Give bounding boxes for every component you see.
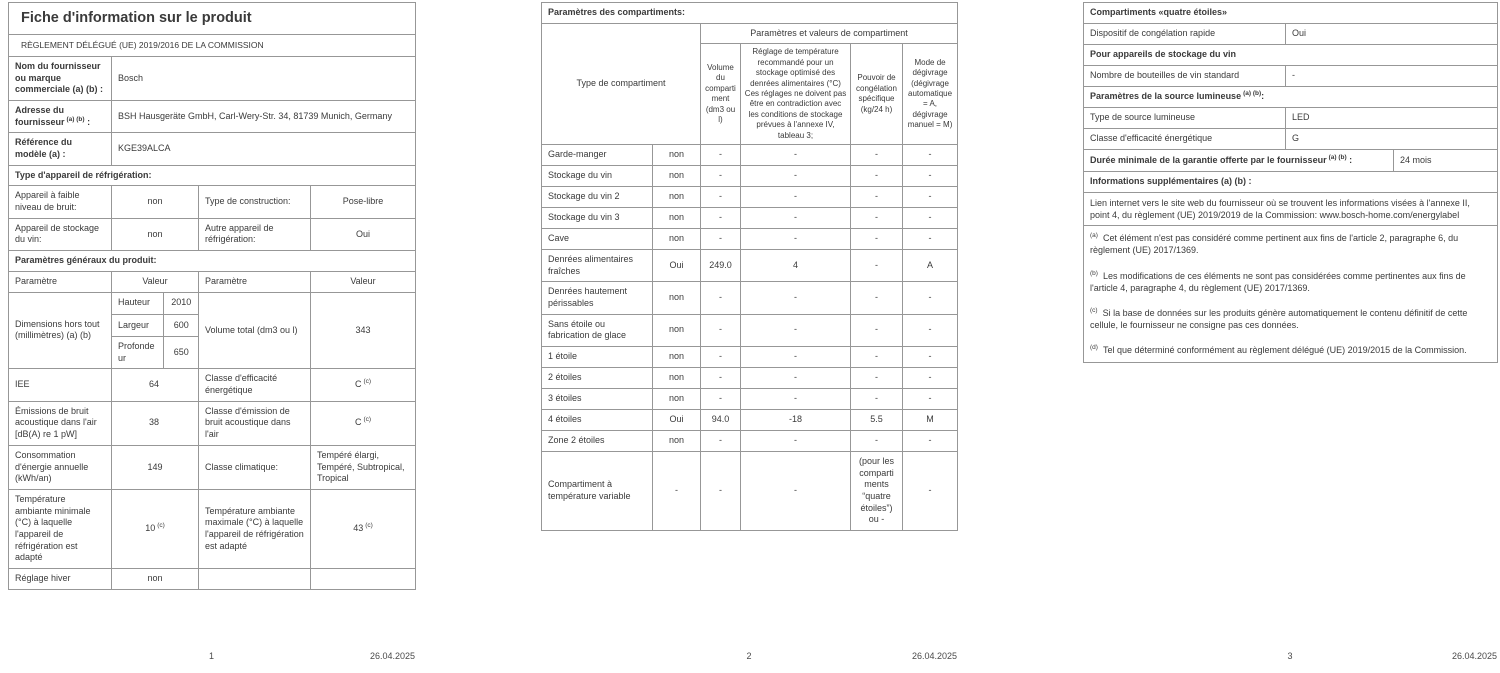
dimensions-subtable [112, 293, 199, 369]
compartment-value-cell: Oui [653, 410, 701, 431]
label-text: Durée minimale de la garantie offerte par le fournisseur [1090, 154, 1327, 165]
light-type-value: LED [1286, 108, 1498, 129]
group-header-row [542, 23, 958, 44]
compartment-row [542, 165, 958, 186]
table-row [1084, 66, 1498, 87]
compartment-value-cell: (pour les compartiments “quatre étoiles”) ou - [851, 452, 903, 531]
compartment-value-cell: - [741, 186, 851, 207]
field-value [311, 401, 416, 445]
warranty-value: 24 mois [1394, 150, 1498, 172]
compartment-value-cell: 94.0 [701, 410, 741, 431]
value-text: C [354, 379, 362, 390]
defrost-mode-column-header: Mode de dégivrage (dégivrage automatique = A, dégivrage manuel = M) [903, 44, 958, 145]
footnote-marker: (a) [1090, 232, 1098, 240]
table-row [9, 401, 416, 445]
table-row [112, 315, 199, 337]
additional-info-header: Informations supplémentaires (a) (b) : [1084, 172, 1498, 193]
supplier-address-label [9, 100, 112, 132]
table-row [1084, 193, 1498, 226]
freezing-capacity-column-header: Pouvoir de congélation spécifique (kg/24 h) [851, 44, 903, 145]
compartment-value-cell: non [653, 282, 701, 314]
field-label: Température ambiante minimale (°C) à laquelle l'appareil de réfrigération est adapté [9, 489, 112, 568]
compartment-type-cell: Denrées hautement périssables [542, 282, 653, 314]
table-row [9, 445, 416, 489]
footnote-marker: (c) [363, 378, 372, 386]
compartment-value-cell: - [741, 368, 851, 389]
dimension-value: 650 [163, 337, 199, 369]
compartment-value-cell: non [653, 144, 701, 165]
field-label: Appareil à faible niveau de bruit: [9, 186, 112, 218]
volume-total-value: 343 [311, 292, 416, 369]
value-text: 43 [353, 523, 364, 534]
compartment-value-cell: - [903, 431, 958, 452]
compartment-value-cell: - [903, 228, 958, 249]
title-row [9, 3, 416, 35]
field-value [112, 489, 199, 568]
compartment-row [542, 431, 958, 452]
additional-info-table [1083, 2, 1498, 363]
field-label: Réglage hiver [9, 569, 112, 590]
compartments-header: Paramètres des compartiments: [542, 3, 958, 24]
compartment-row [542, 207, 958, 228]
compartment-type-cell: Stockage du vin 2 [542, 186, 653, 207]
model-reference-value: KGE39ALCA [112, 133, 416, 165]
footnote [1090, 344, 1491, 356]
dimension-name: Profondeur [112, 337, 163, 369]
value-text: 149 [147, 461, 163, 472]
compartment-value-cell: - [903, 389, 958, 410]
field-label: Autre appareil de réfrigération: [199, 218, 311, 250]
page-3 [1083, 2, 1497, 363]
compartment-value-cell: -18 [741, 410, 851, 431]
table-row [9, 218, 416, 250]
footnote-marker: (a) (b) [66, 115, 85, 123]
compartment-type-cell: Sans étoile ou fabrication de glace [542, 314, 653, 346]
model-reference-label: Référence du modèle (a) : [9, 133, 112, 165]
footnote [1090, 232, 1491, 256]
dimensions-row [9, 292, 416, 369]
wine-storage-header: Pour appareils de stockage du vin [1084, 45, 1498, 66]
column-header: Paramètre [199, 271, 311, 292]
table-row [9, 56, 416, 100]
field-value [311, 489, 416, 568]
field-label: IEE [9, 369, 112, 401]
compartment-value-cell: non [653, 207, 701, 228]
footer-date: 26.04.2025 [369, 651, 415, 661]
footnote-marker: (a) (b) [1328, 153, 1347, 161]
label-text: Paramètres de la source lumineuse [1090, 91, 1242, 102]
label-text: Adresse du fournisseur [15, 104, 65, 127]
compartment-value-cell: - [741, 347, 851, 368]
compartment-values-group-header: Paramètres et valeurs de compartiment [701, 23, 958, 44]
compartment-type-cell: 3 étoiles [542, 389, 653, 410]
section-header-row [9, 165, 416, 186]
table-row [112, 337, 199, 369]
compartment-row [542, 186, 958, 207]
compartment-value-cell: - [741, 144, 851, 165]
compartment-value-cell: 5.5 [851, 410, 903, 431]
compartment-value-cell: A [903, 249, 958, 281]
compartment-value-cell: - [701, 347, 741, 368]
compartment-value-cell: - [851, 165, 903, 186]
compartment-type-cell: 4 étoiles [542, 410, 653, 431]
compartment-value-cell: - [903, 347, 958, 368]
compartment-value-cell: non [653, 228, 701, 249]
table-row [9, 569, 416, 590]
supplier-link-text: Lien internet vers le site web du fournisseur où se trouvent les informations visées à l'annexe II, point 4, du règlement (UE) 2019/2019 de la Commission: www.bosch-home.com/energylabel [1084, 193, 1498, 226]
dimension-value: 600 [163, 315, 199, 337]
field-value [112, 401, 199, 445]
table-row [9, 186, 416, 218]
wine-bottles-label: Nombre de bouteilles de vin standard [1084, 66, 1286, 87]
compartment-value-cell: - [903, 452, 958, 531]
section-header-row [9, 251, 416, 272]
compartment-value-cell: - [851, 249, 903, 281]
footnote-marker: (a) (b) [1243, 90, 1262, 98]
dimension-name: Hauteur [112, 293, 163, 315]
dimension-name: Largeur [112, 315, 163, 337]
column-header: Paramètre [9, 271, 112, 292]
compartment-type-cell: Denrées alimentaires fraîches [542, 249, 653, 281]
compartments-table [541, 2, 958, 145]
compartment-value-cell: - [851, 314, 903, 346]
label-suffix: : [84, 116, 91, 127]
compartment-row [542, 228, 958, 249]
compartment-value-cell: - [701, 282, 741, 314]
footer-date: 26.04.2025 [1451, 651, 1497, 661]
light-source-header [1084, 87, 1498, 108]
compartment-value-cell: - [741, 389, 851, 410]
table-row [9, 133, 416, 165]
column-header: Valeur [311, 271, 416, 292]
compartment-value-cell: - [903, 368, 958, 389]
compartment-value-cell: - [701, 368, 741, 389]
table-row [9, 369, 416, 401]
value-text: 64 [148, 379, 159, 390]
compartment-value-cell: - [851, 431, 903, 452]
compartment-value-cell: - [701, 389, 741, 410]
section-header-row [1084, 3, 1498, 24]
compartment-value-cell: - [903, 186, 958, 207]
footnote [1090, 307, 1491, 331]
table-row [9, 489, 416, 568]
four-star-header: Compartiments «quatre étoiles» [1084, 3, 1498, 24]
field-value [311, 369, 416, 401]
field-label: Type de construction: [199, 186, 311, 218]
section-header-row [542, 3, 958, 24]
section-header-row [1084, 45, 1498, 66]
value-text: 10 [145, 523, 156, 534]
volume-total-label: Volume total (dm3 ou l) [199, 292, 311, 369]
compartment-value-cell: - [701, 165, 741, 186]
light-class-label: Classe d'efficacité énergétique [1084, 129, 1286, 150]
table-row [112, 293, 199, 315]
compartment-row [542, 410, 958, 431]
compartment-row [542, 347, 958, 368]
compartment-type-column-header: Type de compartiment [542, 23, 701, 144]
compartment-value-cell: - [741, 314, 851, 346]
page-number: 1 [208, 651, 214, 661]
footnotes-cell [1084, 226, 1498, 363]
compartment-value-cell: - [851, 228, 903, 249]
compartment-value-cell: - [851, 207, 903, 228]
field-value [112, 445, 199, 489]
compartment-value-cell: - [903, 282, 958, 314]
table-row [1084, 129, 1498, 150]
compartment-value-cell: - [741, 165, 851, 186]
compartment-type-cell: 2 étoiles [542, 368, 653, 389]
field-label: Consommation d'énergie annuelle (kWh/an) [9, 445, 112, 489]
value-text: C [354, 417, 362, 428]
field-value [311, 445, 416, 489]
compartment-value-cell: - [701, 452, 741, 531]
fast-freeze-value: Oui [1286, 24, 1498, 45]
compartment-value-cell: non [653, 314, 701, 346]
supplier-name-label: Nom du fournisseur ou marque commerciale (a) (b) : [9, 56, 112, 100]
footnote [1090, 270, 1491, 294]
compartment-value-cell: - [903, 165, 958, 186]
compartment-row [542, 389, 958, 410]
dimensions-label: Dimensions hors tout (millimètres) (a) (b) [9, 292, 112, 369]
page-number: 3 [1287, 651, 1293, 661]
compartment-type-cell: Compartiment à température variable [542, 452, 653, 531]
compartment-value-cell: - [653, 452, 701, 531]
field-label: Classe climatique: [199, 445, 311, 489]
footnote-text: Les modifications de ces éléments ne sont pas considérées comme pertinentes aux fins de l'article 4, paragraphe 4, du règlement (UE) 2017/1369. [1090, 270, 1466, 293]
page-2 [541, 2, 957, 531]
compartment-value-cell: M [903, 410, 958, 431]
footnote-marker: (c) [157, 522, 165, 530]
appliance-type-header: Type d'appareil de réfrigération: [9, 165, 416, 186]
field-label: Appareil de stockage du vin: [9, 218, 112, 250]
compartment-value-cell: - [701, 431, 741, 452]
page-1-footer [8, 651, 415, 665]
footnote-marker: (d) [1090, 344, 1098, 352]
compartment-value-cell: - [741, 452, 851, 531]
compartment-value-cell: non [653, 368, 701, 389]
volume-column-header: Volume du compartiment (dm3 ou l) [701, 44, 741, 145]
compartment-row [542, 314, 958, 346]
field-label: Température ambiante maximale (°C) à laquelle l'appareil de réfrigération est adapté [199, 489, 311, 568]
supplier-address-value: BSH Hausgeräte GmbH, Carl-Wery-Str. 34, 81739 Munich, Germany [112, 100, 416, 132]
compartment-type-cell: Cave [542, 228, 653, 249]
compartment-value-cell: - [851, 186, 903, 207]
section-header-row [1084, 87, 1498, 108]
column-header-row [9, 271, 416, 292]
compartment-type-cell: Zone 2 étoiles [542, 431, 653, 452]
section-header-row [1084, 172, 1498, 193]
footnotes-row [1084, 226, 1498, 363]
compartment-type-cell: Stockage du vin [542, 165, 653, 186]
compartment-type-cell: 1 étoile [542, 347, 653, 368]
regulation-subtitle: RÈGLEMENT DÉLÉGUÉ (UE) 2019/2016 DE LA COMMISSION [21, 39, 264, 50]
light-class-value: G [1286, 129, 1498, 150]
compartment-value-cell: - [701, 186, 741, 207]
table-row [9, 100, 416, 132]
compartment-value-cell: non [653, 389, 701, 410]
footnote-text: Tel que déterminé conformément au règlement délégué (UE) 2019/2015 de la Commission. [1102, 345, 1467, 356]
compartment-type-cell: Stockage du vin 3 [542, 207, 653, 228]
compartment-value-cell: - [851, 368, 903, 389]
page-1 [8, 2, 415, 590]
field-value: non [112, 218, 199, 250]
compartment-rows-table [541, 144, 958, 531]
field-label: Classe d'émission de bruit acoustique dans l'air [199, 401, 311, 445]
dimension-value: 2010 [163, 293, 199, 315]
dimensions-subtable-cell [112, 292, 199, 369]
compartment-value-cell: - [741, 228, 851, 249]
warranty-row [1084, 150, 1498, 172]
column-header: Valeur [112, 271, 199, 292]
compartment-value-cell: non [653, 165, 701, 186]
wine-bottles-value: - [1286, 66, 1498, 87]
field-value: Pose-libre [311, 186, 416, 218]
field-value [112, 369, 199, 401]
field-value: Oui [311, 218, 416, 250]
label-suffix: : [1261, 91, 1265, 102]
compartment-value-cell: - [851, 144, 903, 165]
field-label: Émissions de bruit acoustique dans l'air [dB(A) re 1 pW] [9, 401, 112, 445]
field-label: Classe d'efficacité énergétique [199, 369, 311, 401]
page-title: Fiche d'information sur le produit [21, 10, 252, 26]
compartment-row [542, 282, 958, 314]
compartment-value-cell: - [741, 431, 851, 452]
compartment-row [542, 249, 958, 281]
label-suffix: : [1346, 154, 1353, 165]
page-3-footer [1083, 651, 1497, 665]
temperature-setting-column-header: Réglage de température recommandé pour un stockage optimisé des denrées alimentaires (°C) Ces réglages ne doivent pas être en contradiction avec les conditions de stockage prévues à l'annexe IV, tableau 3; [741, 44, 851, 145]
compartment-value-cell: - [701, 314, 741, 346]
compartment-value-cell: Oui [653, 249, 701, 281]
supplier-name-value: Bosch [112, 56, 416, 100]
footnote-marker: (c) [365, 522, 373, 530]
compartment-value-cell: - [701, 207, 741, 228]
fast-freeze-label: Dispositif de congélation rapide [1084, 24, 1286, 45]
compartment-value-cell: non [653, 431, 701, 452]
page-number: 2 [746, 651, 752, 661]
compartment-value-cell: - [903, 314, 958, 346]
field-value: non [112, 569, 199, 590]
product-info-table [8, 2, 416, 590]
value-text: 38 [148, 417, 159, 428]
table-row [1084, 108, 1498, 129]
compartment-value-cell: non [653, 347, 701, 368]
warranty-label [1084, 150, 1394, 172]
compartment-value-cell: - [741, 207, 851, 228]
compartment-value-cell: - [741, 282, 851, 314]
compartment-value-cell: - [851, 282, 903, 314]
compartment-value-cell: - [701, 228, 741, 249]
subtitle-row [9, 34, 416, 56]
table-row [1084, 24, 1498, 45]
page-2-footer [541, 651, 957, 665]
compartment-value-cell: - [903, 207, 958, 228]
compartment-value-cell: - [851, 347, 903, 368]
compartment-value-cell: - [851, 389, 903, 410]
compartment-value-cell: - [701, 144, 741, 165]
compartment-row [542, 452, 958, 531]
light-type-label: Type de source lumineuse [1084, 108, 1286, 129]
field-label [199, 569, 311, 590]
value-text: Tempéré élargi, Tempéré, Subtropical, Tropical [317, 449, 405, 484]
footnote-marker: (c) [1090, 306, 1098, 314]
field-value [311, 569, 416, 590]
footnote-text: Si la base de données sur les produits génère automatiquement le contenu définitif de cette cellule, le fournisseur ne consigne pas ces données. [1090, 307, 1468, 330]
field-value: non [112, 186, 199, 218]
compartment-type-cell: Garde-manger [542, 144, 653, 165]
compartment-row [542, 368, 958, 389]
compartment-value-cell: 4 [741, 249, 851, 281]
compartment-value-cell: 249.0 [701, 249, 741, 281]
compartment-row [542, 144, 958, 165]
footnote-text: Cet élément n'est pas considéré comme pertinent aux fins de l'article 2, paragraphe 6, du règlement (UE) 2017/1369. [1090, 233, 1459, 256]
compartment-value-cell: - [903, 144, 958, 165]
footnote-marker: (c) [363, 416, 372, 424]
general-params-header: Paramètres généraux du produit: [9, 251, 416, 272]
footer-date: 26.04.2025 [911, 651, 957, 661]
footnote-marker: (b) [1090, 269, 1098, 277]
compartment-value-cell: non [653, 186, 701, 207]
compartment-rows [542, 144, 958, 530]
